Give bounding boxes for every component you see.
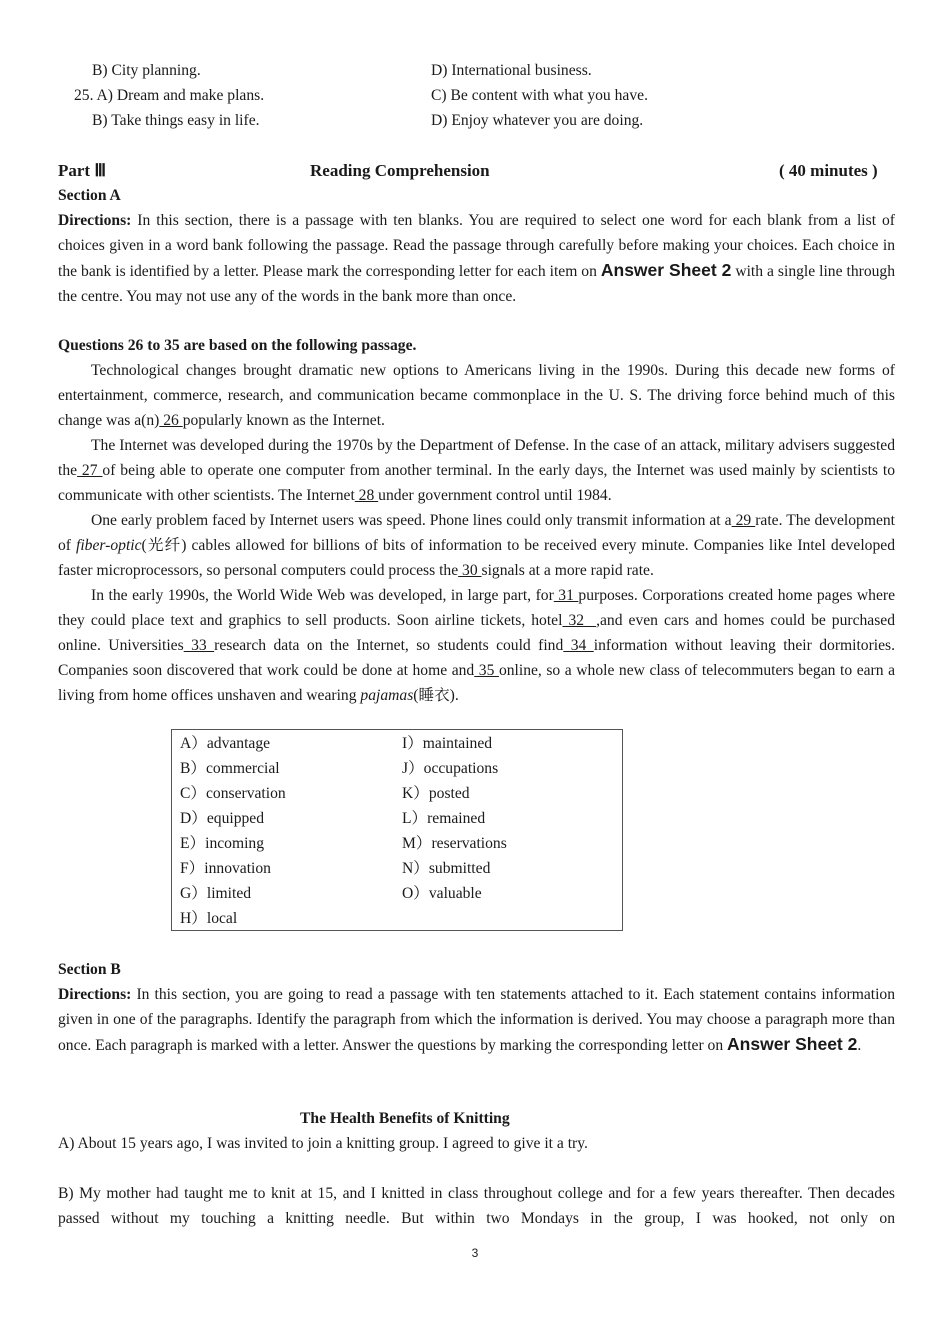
option-24d: D) International business. bbox=[431, 62, 592, 79]
passage-text: under government control until 1984. bbox=[378, 487, 612, 504]
passage-text: One early problem faced by Internet users was speed. Phone lines could only transmit information at a bbox=[91, 512, 732, 529]
word-bank-item: F）innovation bbox=[180, 860, 271, 877]
word-bank-item: N）submitted bbox=[402, 860, 491, 877]
option-25c: C) Be content with what you have. bbox=[431, 87, 648, 104]
passage-text: signals at a more rapid rate. bbox=[481, 562, 654, 579]
paragraph-b: B) My mother had taught me to knit at 15, and I knitted in class throughout college and for a few years thereafter. Then decades passed without my touching a knitting needle. But within two Mondays in the group, I was hooked, not only on bbox=[58, 1185, 895, 1227]
blank-29: 29 bbox=[731, 512, 756, 529]
passage-paragraph bbox=[58, 508, 895, 583]
part-time: ( 40 minutes ) bbox=[779, 161, 878, 180]
word-bank-item: L）remained bbox=[402, 810, 486, 827]
blank-33: 33 bbox=[183, 637, 215, 654]
paragraph-a: A) About 15 years ago, I was invited to join a knitting group. I agreed to give it a try. bbox=[58, 1135, 588, 1152]
passage-text: research data on the Internet, so students could find bbox=[214, 637, 564, 654]
passage-text: purposes. Corporations created home pages where they could place text and graphics to sell products. Soon airline tickets, hotel bbox=[58, 587, 896, 629]
blank-30: 30 bbox=[458, 562, 482, 579]
blank-31: 31 bbox=[553, 587, 579, 604]
passage-text: information without leaving their dormitories. Companies soon discovered that work could be done at home and bbox=[58, 637, 896, 679]
questions-heading: Questions 26 to 35 are based on the following passage. bbox=[58, 337, 417, 354]
answer-sheet-ref: Answer Sheet 2 bbox=[727, 1034, 858, 1054]
page-number: 3 bbox=[471, 1246, 479, 1260]
option-25b: B) Take things easy in life. bbox=[92, 112, 260, 129]
blank-27: 27 bbox=[77, 462, 103, 479]
passage-paragraph bbox=[58, 433, 895, 508]
section-b-title: Section B bbox=[58, 961, 121, 978]
passage-text: of being able to operate one computer from another terminal. In the early days, the Internet was used mainly by scientists to communicate with other scientists. The Internet bbox=[58, 462, 895, 504]
word-bank-item: B）commercial bbox=[180, 760, 280, 777]
passage-text: rate. The development of bbox=[58, 512, 895, 554]
blank-35: 35 bbox=[474, 662, 499, 679]
option-25a: 25. A) Dream and make plans. bbox=[74, 87, 265, 104]
part-label: Part Ⅲ bbox=[58, 161, 107, 180]
blank-34: 34 bbox=[563, 637, 594, 654]
word-bank bbox=[171, 729, 623, 931]
directions-label: Directions: bbox=[58, 212, 132, 229]
answer-sheet-ref: Answer Sheet 2 bbox=[600, 260, 732, 280]
blank-32: 32 bbox=[562, 612, 597, 629]
option-25d: D) Enjoy whatever you are doing. bbox=[431, 112, 644, 129]
directions-text: In this section, you are going to read a passage with ten statements attached to it. Each statement contains information given in one of the paragraphs. Identify the paragraph from which the information is derived. You may choose a paragraph more than once. Each paragraph is marked with a letter. Answer the questions by marking the corresponding letter on bbox=[58, 986, 895, 1054]
word-bank-item: O）valuable bbox=[402, 885, 482, 902]
word-bank-item: M）reservations bbox=[402, 835, 507, 852]
directions-end: with a single line through the centre. You may not use any of the words in the bank more than once. bbox=[58, 263, 896, 305]
word-bank-item: J）occupations bbox=[402, 760, 499, 777]
word-bank-item: A）advantage bbox=[180, 735, 271, 752]
directions-text: In this section, there is a passage with ten blanks. You are required to select one word for each blank from a list of choices given in a word bank following the passage. Read the passage through carefully before making your choices. Each choice in the bank is identified by a letter. Please mark the corresponding letter for each item on bbox=[58, 212, 895, 280]
option-24b: B) City planning. bbox=[92, 62, 201, 79]
blank-26: 26 bbox=[159, 412, 183, 429]
passage-paragraph bbox=[58, 583, 895, 708]
passage-text: online, so a whole new class of telecommuters began to earn a living from home offices unshaven and wearing bbox=[58, 662, 895, 704]
passage-text: ,and even cars and homes could be purchased online. Universities bbox=[58, 612, 896, 654]
word-bank-item: C）conservation bbox=[180, 785, 286, 802]
word-bank-item: D）equipped bbox=[180, 810, 265, 827]
passage bbox=[58, 358, 895, 708]
passage-text: pajamas bbox=[360, 687, 414, 704]
section-b-directions bbox=[58, 982, 895, 1058]
word-bank-item: I）maintained bbox=[402, 735, 493, 752]
word-bank-item: H）local bbox=[180, 910, 238, 927]
section-a-directions bbox=[58, 208, 895, 309]
blank-28: 28 bbox=[354, 487, 379, 504]
passage-text: The Internet was developed during the 1970s by the Department of Defense. In the case of an attack, military advisers suggested the bbox=[58, 437, 895, 479]
directions-end: . bbox=[857, 1037, 862, 1054]
part-title: Reading Comprehension bbox=[310, 161, 490, 180]
passage-text: popularly known as the Internet. bbox=[182, 412, 385, 429]
passage-text: (睡衣). bbox=[413, 687, 459, 704]
passage-text: Technological changes brought dramatic new options to Americans living in the 1990s. During this decade new forms of entertainment, commerce, research, and communication became commonplace in the U. S. The driving force behind much of this change was a(n) bbox=[58, 362, 895, 429]
directions-label: Directions: bbox=[58, 986, 132, 1003]
word-bank-item: K）posted bbox=[402, 785, 470, 802]
passage-title: The Health Benefits of Knitting bbox=[300, 1110, 510, 1127]
passage-text: In the early 1990s, the World Wide Web was developed, in large part, for bbox=[91, 587, 554, 604]
passage-paragraph bbox=[58, 358, 895, 433]
word-bank-item: G）limited bbox=[180, 885, 252, 902]
section-a-title: Section A bbox=[58, 187, 121, 204]
passage-text: (光纤) cables allowed for billions of bits of information to be received every minute. Companies like Intel developed faster microprocessors, so personal computers could process the bbox=[58, 537, 895, 579]
passage-text: fiber-optic bbox=[76, 537, 142, 554]
word-bank-item: E）incoming bbox=[180, 835, 265, 852]
